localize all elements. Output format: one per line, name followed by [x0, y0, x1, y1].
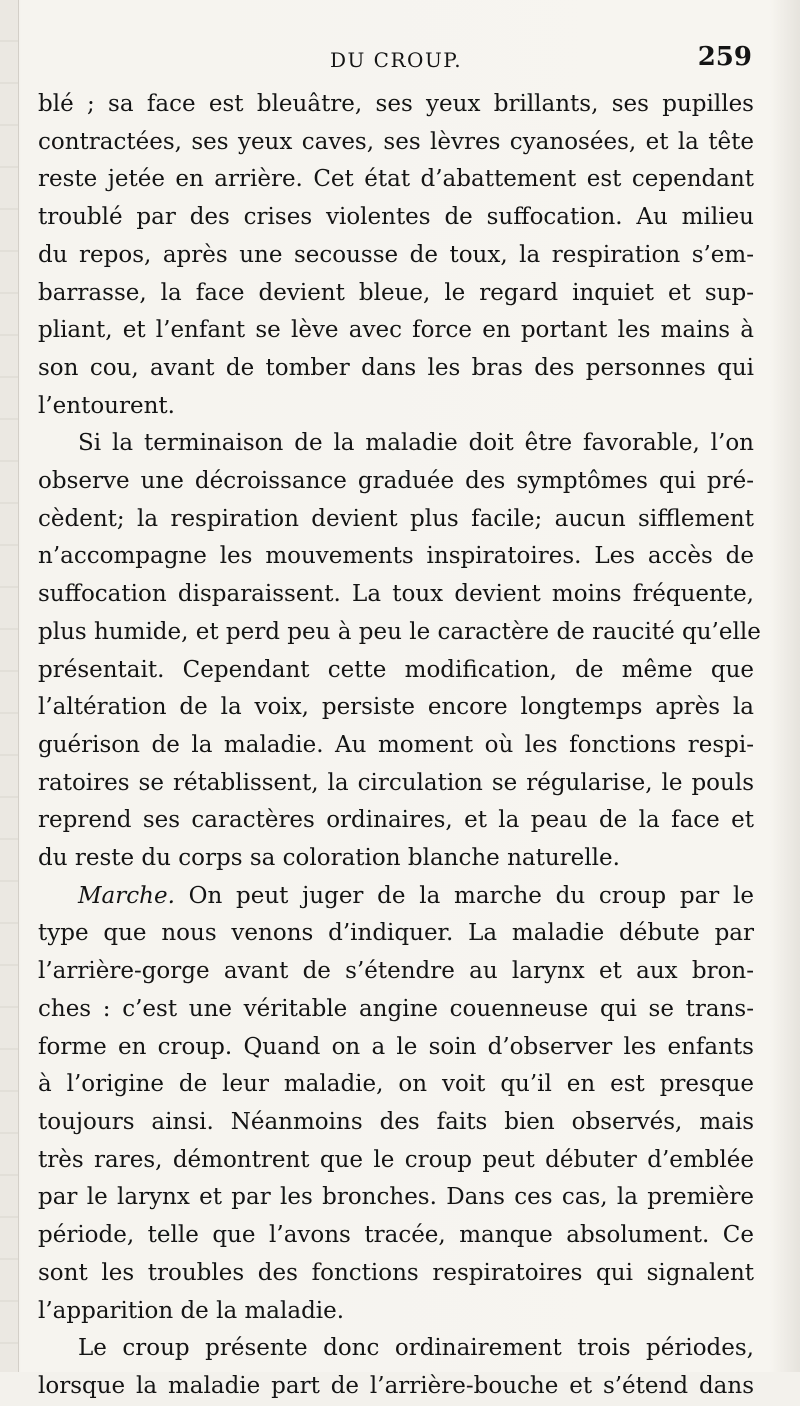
text-line: lorsque la maladie part de l’arrière-bouche et s’étend dans: [38, 1372, 754, 1399]
text-line: reste jetée en arrière. Cet état d’abattement est cependant: [38, 166, 754, 193]
page-number: 259: [697, 42, 752, 72]
page-binding-edge: [0, 0, 19, 1372]
text-line: ches : c’est une véritable angine couenneuse qui se trans-: [38, 995, 754, 1022]
text-line: l’entourent.: [38, 392, 175, 419]
text-line: reprend ses caractères ordinaires, et la peau de la face et: [38, 807, 754, 834]
text-line: du reste du corps sa coloration blanche naturelle.: [38, 845, 620, 872]
text-line: ratoires se rétablissent, la circulation se régularise, le pouls: [38, 769, 754, 796]
text-line: blé ; sa face est bleuâtre, ses yeux brillants, ses pupilles: [38, 91, 754, 117]
text-line: Le croup présente donc ordinairement trois périodes,: [78, 1335, 754, 1362]
text-line: type que nous venons d’indiquer. La maladie débute par: [38, 920, 754, 947]
text-line: sont les troubles des fonctions respiratoires qui signalent: [38, 1259, 754, 1286]
text-line: barrasse, la face devient bleue, le regard inquiet et sup-: [38, 279, 754, 306]
page-header: [40, 40, 752, 80]
text-line: troublé par des crises violentes de suffocation. Au milieu: [38, 204, 754, 231]
text-line: plus humide, et perd peu à peu le caractère de raucité qu’elle: [38, 618, 761, 645]
text-line: l’altération de la voix, persiste encore longtemps après la: [38, 694, 754, 721]
text-line: cèdent; la respiration devient plus facile; aucun sifflement: [38, 505, 754, 532]
text-line: forme en croup. Quand on a le soin d’observer les enfants: [38, 1033, 754, 1060]
text-line: guérison de la maladie. Au moment où les fonctions respi-: [38, 731, 754, 758]
text-line: par le larynx et par les bronches. Dans ces cas, la première: [38, 1184, 754, 1211]
section-heading-marche: Marche.: [78, 882, 175, 909]
text-line: son cou, avant de tomber dans les bras des personnes qui: [38, 354, 754, 381]
text-line: présentait. Cependant cette modification, de même que: [38, 656, 754, 683]
running-head: DU CROUP.: [329, 48, 463, 72]
text-line: Si la terminaison de la maladie doit être favorable, l’on: [78, 430, 754, 457]
text-line: du repos, après une secousse de toux, la respiration s’em-: [38, 241, 754, 268]
text-line-rest: On peut juger de la marche du croup par le: [188, 882, 754, 909]
text-line: à l’origine de leur maladie, on voit qu’il en est presque: [38, 1071, 754, 1098]
text-line: pliant, et l’enfant se lève avec force en portant les mains à: [38, 317, 754, 344]
text-line: contractées, ses yeux caves, ses lèvres cyanosées, et la tête: [38, 128, 754, 155]
text-line: l’arrière-gorge avant de s’étendre au larynx et aux bron-: [38, 958, 754, 985]
text-line: période, telle que l’avons tracée, manque absolument. Ce: [38, 1222, 754, 1249]
text-line: observe une décroissance graduée des symptômes qui pré-: [38, 468, 754, 495]
text-line: toujours ainsi. Néanmoins des faits bien observés, mais: [38, 1108, 754, 1135]
text-line: suffocation disparaissent. La toux devient moins fréquente,: [38, 581, 754, 608]
text-line: l’apparition de la maladie.: [38, 1297, 345, 1324]
text-line: très rares, démontrent que le croup peut débuter d’emblée: [38, 1146, 754, 1173]
body-text: [38, 86, 761, 1406]
text-line: [38, 878, 754, 916]
text-line: n’accompagne les mouvements inspiratoires. Les accès de: [38, 543, 754, 570]
